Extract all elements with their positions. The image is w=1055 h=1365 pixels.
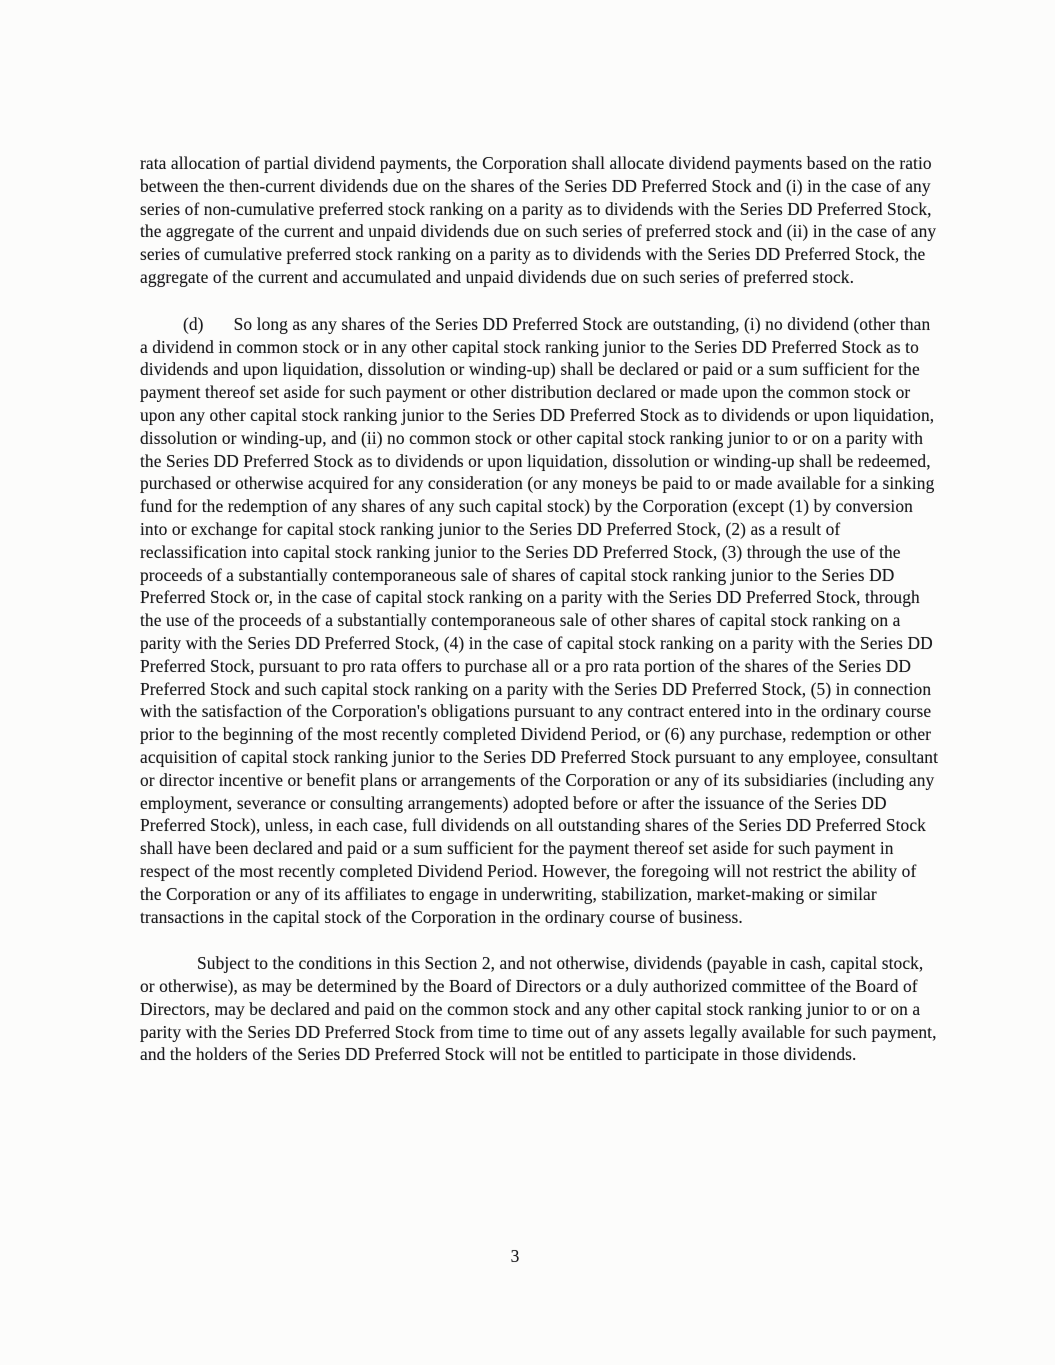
paragraph-d bbox=[140, 313, 940, 929]
page-number: 3 bbox=[510, 1246, 520, 1266]
paragraph-d-text: So long as any shares of the Series DD Preferred Stock are outstanding, (i) no dividend (other than a dividend in common stock or in any other capital stock ranking junior to the Series DD Preferred Stock as to dividends and upon liquidation, dissolution or winding-up) shall be declared or paid or a sum sufficient for the payment thereof set aside for such payment or other distribution declared or made upon the common stock or upon any other capital stock ranking junior to the Series DD Preferred Stock as to dividends or upon liquidation, dissolution or winding-up, and (ii) no common stock or other capital stock ranking junior to or on a parity with the Series DD Preferred Stock as to dividends or upon liquidation, dissolution or winding-up shall be redeemed, purchased or otherwise acquired for any consideration (or any moneys be paid to or made available for a sinking fund for the redemption of any shares of any such capital stock) by the Corporation (except (1) by conversion into or exchange for capital stock ranking junior to the Series DD Preferred Stock, (2) as a result of reclassification into capital stock ranking junior to the Series DD Preferred Stock, (3) through the use of the proceeds of a substantially contemporaneous sale of shares of capital stock ranking junior to the Series DD Preferred Stock or, in the case of capital stock ranking on a parity with the Series DD Preferred Stock, through the use of the proceeds of a substantially contemporaneous sale of other shares of capital stock ranking on a parity with the Series DD Preferred Stock, (4) in the case of capital stock ranking on a parity with the Series DD Preferred Stock, pursuant to pro rata offers to purchase all or a pro rata portion of the shares of the Series DD Preferred Stock and such capital stock ranking on a parity with the Series DD Preferred Stock, (5) in connection with the satisfaction of the Corporation's obligations pursuant to any contract entered into in the ordinary course prior to the beginning of the most recently completed Dividend Period, or (6) any purchase, redemption or other acquisition of capital stock ranking junior to the Series DD Preferred Stock pursuant to any employee, consultant or director incentive or benefit plans or arrangements of the Corporation or any of its subsidiaries (including any employment, severance or consulting arrangements) adopted before or after the issuance of the Series DD Preferred Stock), unless, in each case, full dividends on all outstanding shares of the Series DD Preferred Stock shall have been declared and paid or a sum sufficient for the payment thereof set aside for such payment in respect of the most recently completed Dividend Period. However, the foregoing will not restrict the ability of the Corporation or any of its affiliates to engage in underwriting, stabilization, market-making or similar transactions in the capital stock of the Corporation in the ordinary course of business. bbox=[140, 313, 939, 927]
paragraph-subject-to-conditions: Subject to the conditions in this Section 2, and not otherwise, dividends (payable in cash, capital stock, or otherwise), as may be determined by the Board of Directors or a duly authorized committee of the Board of Directors, may be declared and paid on the common stock and any other capital stock ranking junior to or on a parity with the Series DD Preferred Stock from time to time out of any assets legally available for such payment, and the holders of the Series DD Preferred Stock will not be entitled to participate in those dividends. bbox=[140, 953, 937, 1065]
paragraph-rata-allocation: rata allocation of partial dividend payments, the Corporation shall allocate dividend payments based on the ratio between the then-current dividends due on the shares of the Series DD Preferred Stock and (i) in the case of any series of non-cumulative preferred stock ranking on a parity as to dividends with the Series DD Preferred Stock, the aggregate of the current and unpaid dividends due on such series of preferred stock and (ii) in the case of any series of cumulative preferred stock ranking on a parity as to dividends with the Series DD Preferred Stock, the aggregate of the current and accumulated and unpaid dividends due on such series of preferred stock. bbox=[140, 153, 937, 287]
document-text-block bbox=[140, 152, 940, 1066]
paragraph-d-label: (d) bbox=[183, 313, 204, 334]
